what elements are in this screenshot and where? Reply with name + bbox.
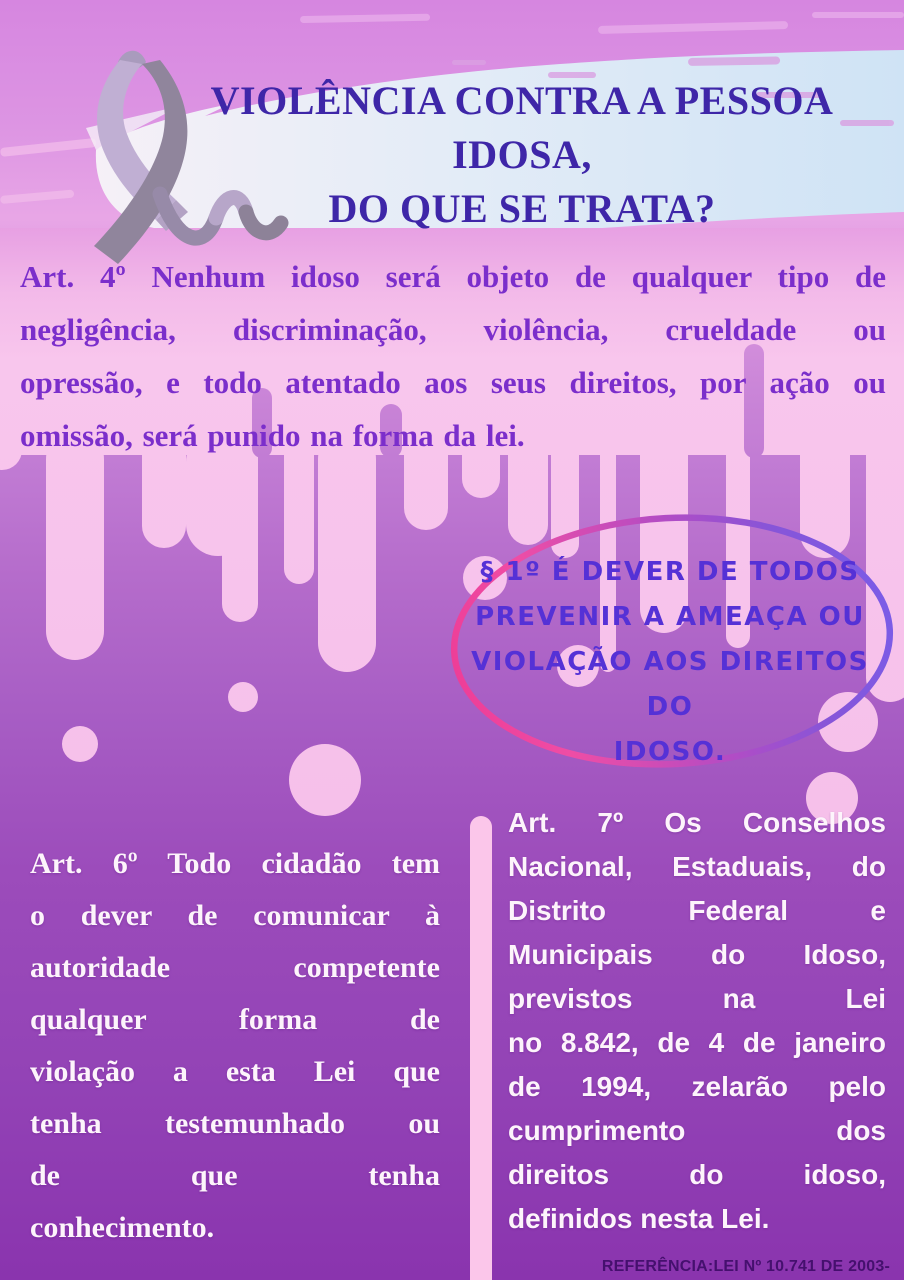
article7-text: Art. 7º Os Conselhos Nacional, Estaduais, do Distrito Federal e Municipais do Idoso, previstos na Lei no 8.842, de 4 de janeiro de 1994, zelarão pelo cumprimento dos direitos do idoso, definidos nesta Lei.	[508, 807, 886, 1234]
column-divider	[470, 816, 492, 1280]
reference-footer: REFERÊNCIA:LEI Nº 10.741 DE 2003-	[601, 1258, 890, 1275]
article6-text: Art. 6º Todo cidadão tem o dever de comunicar à autoridade competente qualquer forma de violação a esta Lei que tenha testemunhado ou de que tenha conhecimento.	[30, 847, 440, 1244]
page-title: VIOLÊNCIA CONTRA A PESSOA IDOSA, DO QUE SE TRATA?	[210, 78, 834, 231]
paragraph1-highlight-text: § 1º É DEVER DE TODOS PREVENIR A AMEAÇA OU VIOLAÇÃO AOS DIREITOS DO IDOSO.	[471, 557, 869, 767]
article4-text: Art. 4º Nenhum idoso será objeto de qualquer tipo de negligência, discriminação, violência, crueldade ou opressão, e todo atentado aos seus direitos, por ação ou omissão, será punido na forma da lei.	[20, 259, 886, 453]
